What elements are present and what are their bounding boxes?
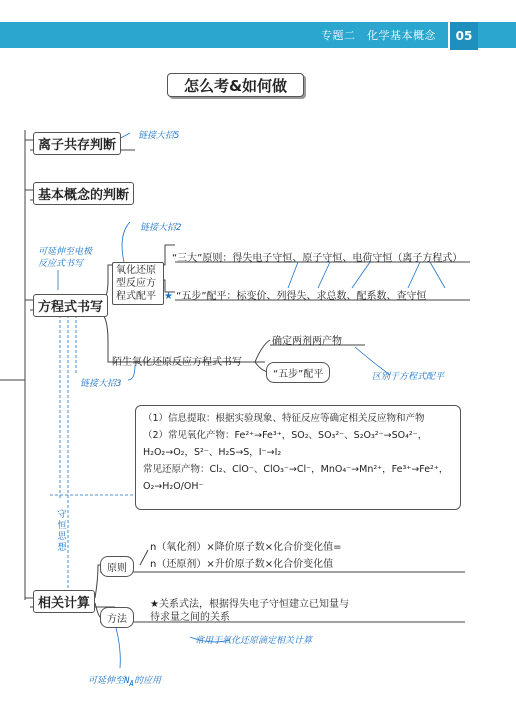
- note-extend-na: [88, 673, 161, 688]
- note-redox-titration: 常用于氧化还原滴定相关计算: [195, 636, 313, 646]
- page-title: 怎么考&如何做: [167, 73, 304, 97]
- calc-method-text-2: 待求量之间的关系: [150, 612, 230, 623]
- calc-principle-label: 原则: [100, 556, 134, 577]
- note-conservation-idea: 守恒思想: [57, 510, 67, 553]
- info-box: [135, 405, 461, 510]
- redox-balancing-box: [112, 262, 164, 305]
- node-ionic-coexistence: 离子共存判断: [33, 132, 121, 155]
- calc-formula-2: n（还原剂）×升价原子数×化合价变化值: [150, 559, 334, 570]
- calc-method-text-1: ★关系式法，根据得失电子守恒建立已知量与: [150, 599, 349, 610]
- five-steps-text: “五步”配平：标变价、列得失、求总数、配系数、查守恒: [176, 291, 427, 302]
- note-extend-electrode-line2: 反应式书写: [38, 259, 84, 269]
- redox-label-line1: 氧化还原: [116, 265, 156, 276]
- info-line-5: O₂→H₂O/OH⁻: [143, 481, 204, 492]
- header-section-title: 专题二 化学基本概念: [321, 29, 436, 42]
- note-extend-electrode-line1: 可延伸至电极: [38, 247, 93, 257]
- note-extend-na-text: 可延伸至N: [88, 676, 130, 686]
- redox-label-line2: 型反应方: [116, 278, 156, 289]
- info-line-3: H₂O₂→O₂，S²⁻、H₂S→S，I⁻→I₂: [143, 447, 282, 458]
- note-differ-balancing: 区别于方程式配平: [372, 372, 445, 382]
- star-icon: ★: [164, 291, 173, 302]
- note-link-2: 链接大招2: [140, 223, 182, 233]
- unfamiliar-redox-equation: 陌生氧化还原反应方程式书写: [112, 357, 242, 368]
- info-line-4: 常见还原产物：Cl₂、ClO⁻、ClO₃⁻→Cl⁻，MnO₄⁻→Mn²⁺，Fe³⁺→Fe²⁺，: [143, 464, 449, 475]
- info-line-2: （2）常见氧化产物：Fe²⁺→Fe³⁺，SO₂、SO₃²⁻、S₂O₃²⁻→SO₄²⁻，: [143, 430, 428, 441]
- calc-formula-1: n（氧化剂）×降价原子数×化合价变化值=: [150, 542, 342, 553]
- five-steps-balancing: [164, 287, 427, 302]
- note-link-3: 链接大招3: [80, 379, 122, 389]
- calc-method-label: 方法: [100, 607, 134, 628]
- five-steps-short: “五步”配平: [266, 362, 330, 383]
- note-extend-na-sub: A: [129, 678, 134, 688]
- info-line-1: （1）信息提取：根据实验现象、特征反应等确定相关反应物和产物: [143, 413, 425, 424]
- confirm-agents-products: 确定两剂两产物: [272, 336, 342, 347]
- node-related-calculation: 相关计算: [33, 590, 95, 613]
- redox-label-line3: 程式配平: [116, 291, 156, 302]
- page-number: 05: [448, 22, 478, 50]
- note-link-5: 链接大招5: [138, 131, 180, 141]
- three-big-principles: “三大”原则：得失电子守恒、原子守恒、电荷守恒（离子方程式）: [172, 253, 463, 264]
- note-extend-electrode: [38, 246, 92, 270]
- note-extend-na-tail: 的应用: [133, 676, 161, 686]
- node-equation-writing: 方程式书写: [33, 294, 108, 317]
- node-basic-concepts: 基本概念的判断: [33, 182, 134, 205]
